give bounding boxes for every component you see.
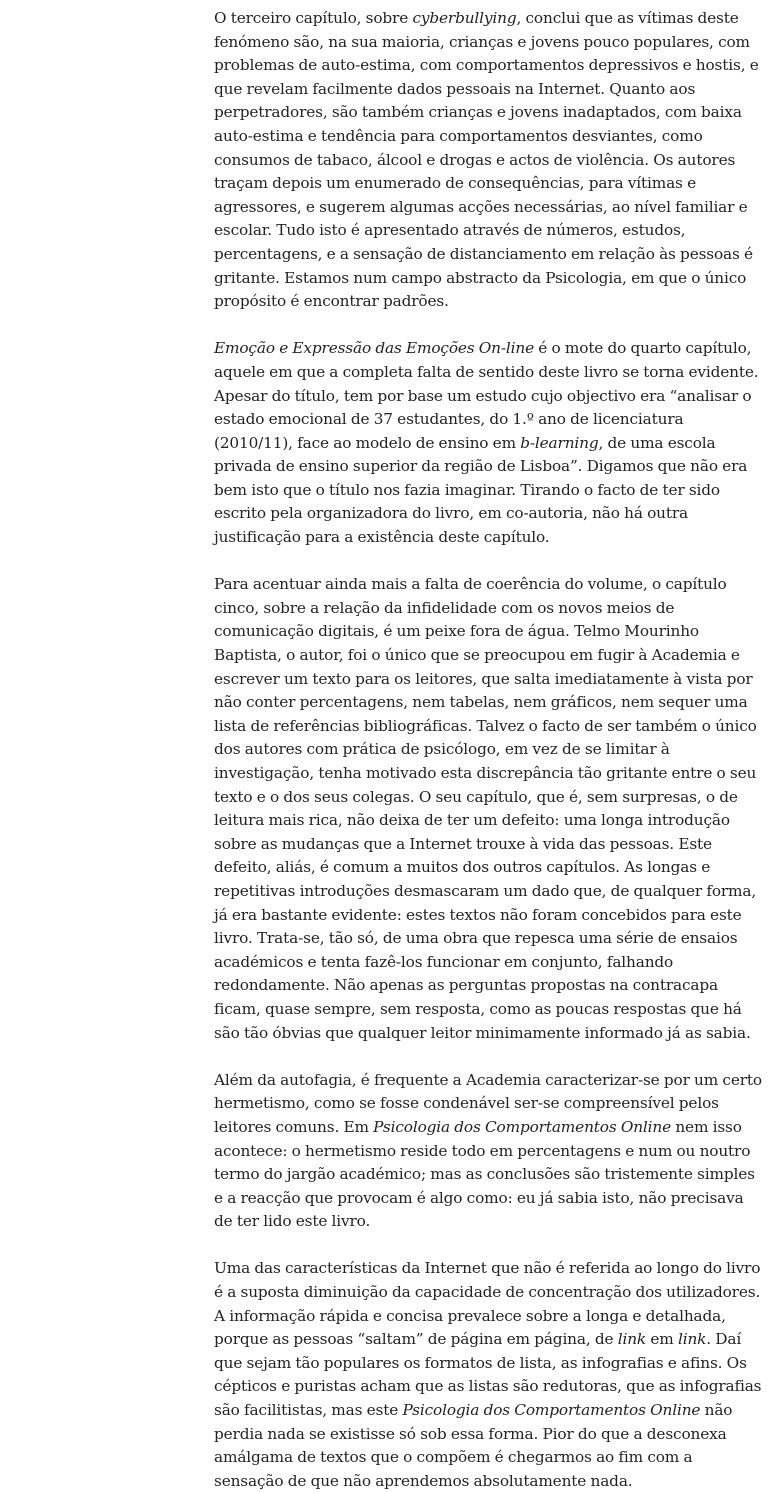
text-run: Para acentuar ainda mais a falta de coerência do volume, o capítulo cinco, sobre a relação da infidelidade com os novos meios de comunicação digitais, é um peixe fora de água. Telmo Mourinho Baptista, o autor, foi o único que se preocupou em fugir à Academia e escrever um texto para os leitores, que salta imediatamente à vista por não conter percentagens, nem tabelas, nem gráficos, nem sequer uma lista de referências bibliográficas. Talvez o facto de ser também o único dos autores com prática de psicólogo, em vez de se limitar à investigação, tenha motivado esta discrepância tão gritante entre o seu texto e o dos seus colegas. O seu capítulo, que é, sem surpresas, o de leitura mais rica, não deixa de ter um defeito: uma longa introdução sobre as mudanças que a Internet trouxe à vida das pessoas. Este defeito, aliás, é comum a muitos dos outros capítulos. As longas e repetitivas introduções desmascaram um dado que, de qualquer forma, já era bastante evidente: estes textos não foram concebidos para este livro. Trata-se, tão só, de uma obra que repesca uma série de ensaios académicos e tenta fazê-los funcionar em conjunto, falhando redondamente. Não apenas as perguntas propostas na contracapa ficam, quase sempre, sem resposta, como as poucas respostas que há são tão óbvias que qualquer leitor minimamente informado já as sabia. xyxy=(214,575,757,1042)
text-run: , de uma escola privada de ensino superior da região de Lisboa”. Digamos que não era bem isto que o título nos fazia imaginar. Tirando o facto de ter sido escrito pela organizadora do livro, em co-autoria, não há outra justificação para a existência deste capítulo. xyxy=(214,433,748,547)
paragraph-hermetism xyxy=(214,1069,762,1234)
paragraph-emotions-chapter xyxy=(214,337,762,549)
text-run: Uma das características da Internet que não é referida ao longo do livro é a suposta diminuição da capacidade de concentração dos utilizadores. A informação rápida e concisa prevalece sobre a longa e detalhada, porque as pessoas “saltam” de página em página, de xyxy=(214,1259,761,1349)
text-run: . Daí que sejam tão populares os formatos de lista, as infografias e afins. Os cépticos e puristas acham que as listas são redutoras, que as infografias são facilitistas, mas este xyxy=(214,1330,762,1420)
paragraph-concentration xyxy=(214,1257,762,1493)
italic-chapter-title: Emoção e Expressão das Emoções On-line xyxy=(214,339,534,358)
paragraph-infidelity-chapter xyxy=(214,573,762,1045)
italic-book-title: Psicologia dos Comportamentos Online xyxy=(373,1117,672,1136)
italic-term-cyberbullying: cyberbullying xyxy=(412,9,517,27)
text-run: é o mote do quarto capítulo, aquele em que a completa falta de sentido deste livro se torna evidente. Apesar do título, tem por base um estudo cujo objectivo era “analisar o estado emocional de 37 estudantes, do 1.º ano de licenciatura (2010/11), face ao modelo de ensino em xyxy=(214,339,759,452)
article-body xyxy=(214,7,762,1493)
italic-term-link: link xyxy=(677,1330,707,1349)
text-run: nem isso acontece: o hermetismo reside todo em percentagens e num ou noutro termo do jargão académico; mas as conclusões são tristemente simples e a reacção que provocam é algo como: eu já sabia isto, não precisava de ter lido este livro. xyxy=(214,1117,755,1231)
text-run: O terceiro capítulo, sobre xyxy=(214,9,413,27)
italic-book-title: Psicologia dos Comportamentos Online xyxy=(402,1401,701,1420)
text-run: não perdia nada se existisse só sob essa forma. Pior do que a desconexa amálgama de textos que o compõem é chegarmos ao fim com a sensação de que não aprendemos absolutamente nada. xyxy=(214,1401,733,1490)
italic-term-b-learning: b-learning xyxy=(520,433,599,452)
italic-term-link: link xyxy=(617,1330,647,1349)
paragraph-cyberbullying xyxy=(214,7,762,314)
text-run: em xyxy=(646,1330,678,1349)
text-run: Além da autofagia, é frequente a Academia caracterizar-se por um certo hermetismo, como se fosse condenável ser-se compreensível pelos leitores comuns. Em xyxy=(214,1070,762,1136)
text-run: , conclui que as vítimas deste fenómeno são, na sua maioria, crianças e jovens pouco populares, com problemas de auto-estima, com comportamentos depressivos e hostis, e que revelam facilmente dados pessoais na Internet. Quanto aos perpetradores, são também crianças e jovens inadaptados, com baixa auto-estima e tendência para comportamentos desviantes, como consumos de tabaco, álcool e drogas e actos de violência. Os autores traçam depois um enumerado de consequências, para vítimas e agressores, e sugerem algumas acções necessárias, ao nível familiar e escolar. Tudo isto é apresentado através de números, estudos, percentagens, e a sensação de distanciamento em relação às pessoas é gritante. Estamos num campo abstracto da Psicologia, em que o único propósito é encontrar padrões. xyxy=(214,9,759,311)
